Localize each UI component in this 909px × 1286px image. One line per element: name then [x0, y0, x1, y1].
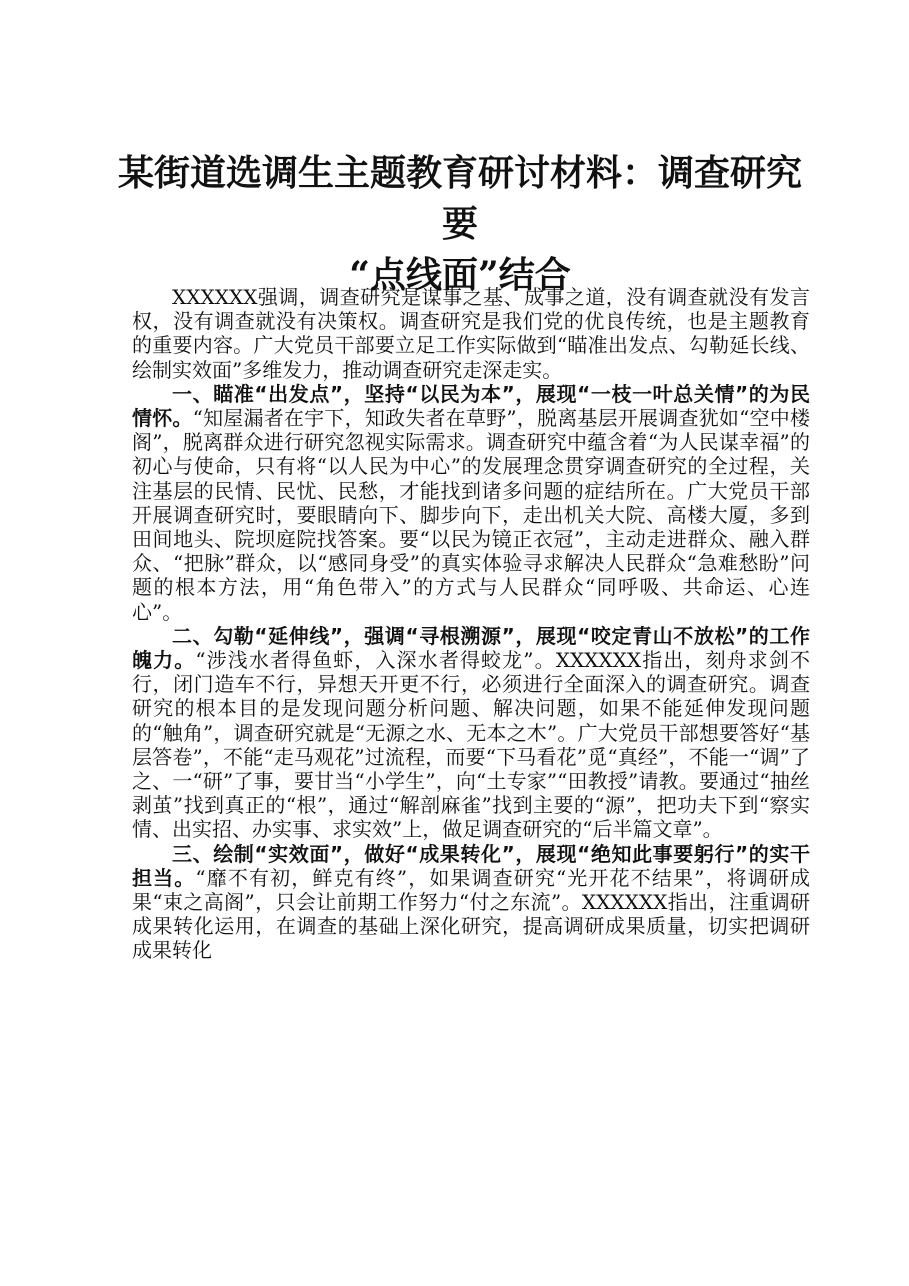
document-body — [132, 285, 810, 963]
title-line-1: 某街道选调生主题教育研讨材料：调查研究要 — [117, 152, 802, 245]
document-title — [110, 148, 810, 301]
section-3-paragraph — [132, 842, 810, 963]
section-1-heading: 一、瞄准“出发点”，坚持“以民为本”，展现“一枝一叶总关情”的为民情怀。 — [132, 381, 810, 431]
section-1-paragraph — [132, 382, 810, 624]
section-2-heading: 二、勾勒“延伸线”，强调“寻根溯源”，展现“咬定青山不放松”的工作魄力。 — [132, 623, 810, 673]
section-3-heading: 三、绘制“实效面”，做好“成果转化”，展现“绝知此事要躬行”的实干担当。 — [132, 841, 810, 890]
section-3-text: “靡不有初，鲜克有终”，如果调查研究“光开花不结果”，将调研成果“束之高阁”，只会让前期工作努力“付之东流”。XXXXXX指出，注重调研成果转化运用，在调查的基础上深化研究，提高调研成果质量，切实把调研成果转化 — [132, 865, 810, 963]
section-2-paragraph — [132, 624, 810, 842]
intro-paragraph: XXXXXX强调，调查研究是谋事之基、成事之道，没有调查就没有发言权，没有调查就没有决策权。调查研究是我们党的优良传统，也是主题教育的重要内容。广大党员干部要立足工作实际做到“瞄准出发点、勾勒延长线、绘制实效面”多维发力，推动调查研究走深走实。 — [132, 285, 810, 382]
title-line-2: “点线面”结合 — [349, 254, 571, 296]
section-2-text: “涉浅水者得鱼虾，入深水者得蛟龙”。XXXXXX指出，刻舟求剑不行，闭门造车不行，异想天开更不行，必须进行全面深入的调查研究。调查研究的根本目的是发现问题分析问题、解决问题，如果不能延伸发现问题的“触角”，调查研究就是“无源之水、无本之木”。广大党员干部想要答好“基层答卷”，不能“走马观花”过流程，而要“下马看花”觅“真经”，不能一“调”了之、一“研”了事，要甘当“小学生”，向“土专家”“田教授”请教。要通过“抽丝剥茧”找到真正的“根”，通过“解剖麻雀”找到主要的“源”，把功夫下到“察实情、出实招、办实事、求实效”上，做足调查研究的“后半篇文章”。 — [132, 648, 810, 842]
section-1-text: “知屋漏者在宇下，知政失者在草野”，脱离基层开展调查犹如“空中楼阁”，脱离群众进行研究忽视实际需求。调查研究中蕴含着“为人民谋幸福”的初心与使命，只有将“以人民为中心”的发展理念贯穿调查研究的全过程，关注基层的民情、民忧、民愁，才能找到诸多问题的症结所在。广大党员干部开展调查研究时，要眼睛向下、脚步向下，走出机关大院、高楼大厦，多到田间地头、院坝庭院找答案。要“以民为镜正衣冠”，主动走进群众、融入群众、“把脉”群众，以“感同身受”的真实体验寻求解决人民群众“急难愁盼”问题的根本方法，用“角色带入”的方式与人民群众“同呼吸、共命运、心连心”。 — [132, 406, 810, 624]
